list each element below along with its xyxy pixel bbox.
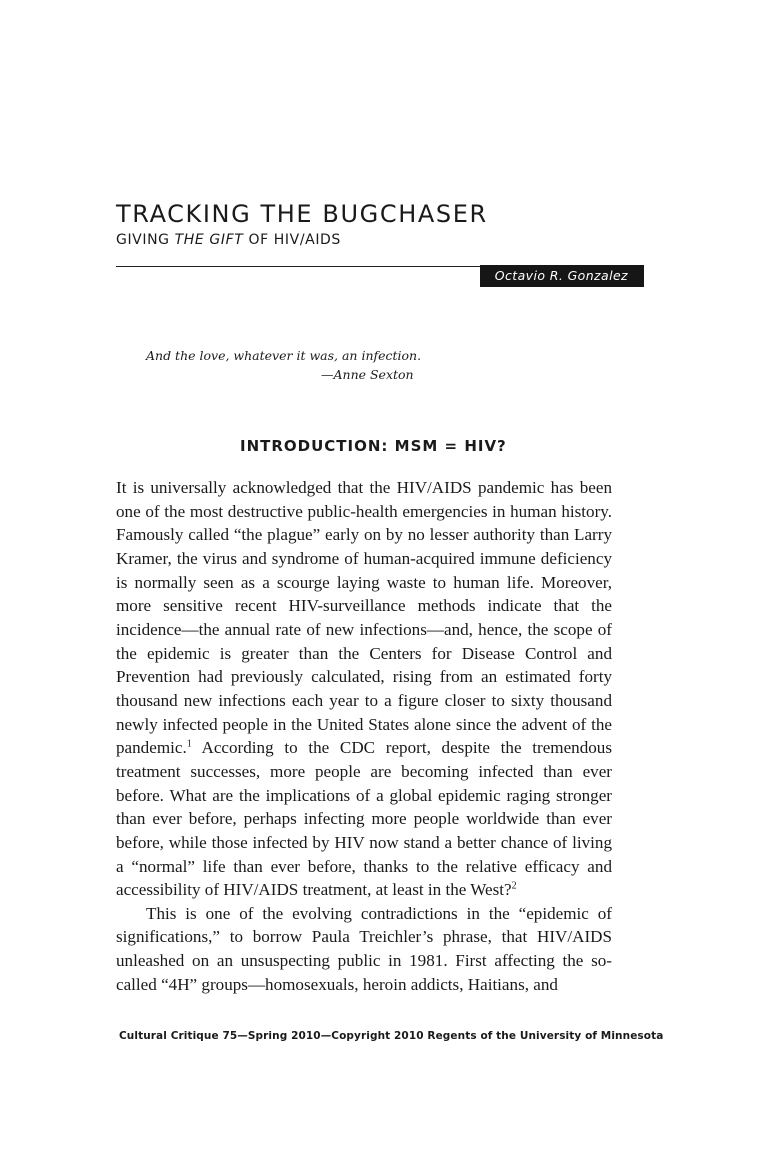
article-subtitle xyxy=(116,232,341,248)
title-rule xyxy=(116,266,480,267)
paragraph-1-text-b: According to the CDC report, despite the tremendous treatment successes, more people are becoming infected than ever before. What are the implications of a global epidemic raging stronger than ever before, perhaps infecting more people worldwide than ever before, while those infected by HIV now stand a better chance of living a “normal” life than ever before, thanks to the relative efficacy and accessibility of HIV/AIDS treatment, at least in the West? xyxy=(116,738,612,900)
section-heading: INTRODUCTION: MSM = HIV? xyxy=(240,437,507,455)
epigraph-text: And the love, whatever it was, an infection. xyxy=(146,348,422,363)
subtitle-part-2: OF HIV/AIDS xyxy=(243,232,341,248)
footnote-ref-1[interactable]: 1 xyxy=(186,738,192,750)
paragraph-1-text-a: It is universally acknowledged that the HIV/AIDS pandemic has been one of the most destructive public-health emergencies in human history. Famously called “the plague” early on by no lesser authority than Larry Kramer, the virus and syndrome of human-acquired immune deficiency is normally seen as a scourge laying waste to human life. Moreover, more sensitive recent HIV-surveillance methods indicate that the incidence—the annual rate of new infections—and, hence, the scope of the epidemic is greater than the Centers for Disease Control and Prevention had previously calculated, rising from an estimated forty thousand new infections each year to a figure closer to sixty thousand newly infected people in the United States alone since the advent of the pandemic. xyxy=(116,478,612,758)
body-text xyxy=(116,476,612,996)
subtitle-emphasis: THE GIFT xyxy=(174,232,244,248)
page-footer: Cultural Critique 75—Spring 2010—Copyright 2010 Regents of the University of Minnesota xyxy=(119,1030,664,1042)
footnote-ref-2[interactable]: 2 xyxy=(511,880,517,892)
subtitle-part-1: GIVING xyxy=(116,232,175,248)
epigraph-attribution: —Anne Sexton xyxy=(321,367,414,382)
epigraph xyxy=(146,346,466,384)
article-title: TRACKING THE BUGCHASER xyxy=(116,200,488,228)
paragraph-2: This is one of the evolving contradictions in the “epidemic of significations,” to borrow Paula Treichler’s phrase, that HIV/AIDS unleashed on an unsuspecting public in 1981. First affecting the so-called “4H” groups—homosexuals, heroin addicts, Haitians, and xyxy=(116,903,612,994)
paragraph-1 xyxy=(116,476,612,902)
author-name: Octavio R. Gonzalez xyxy=(480,265,644,287)
